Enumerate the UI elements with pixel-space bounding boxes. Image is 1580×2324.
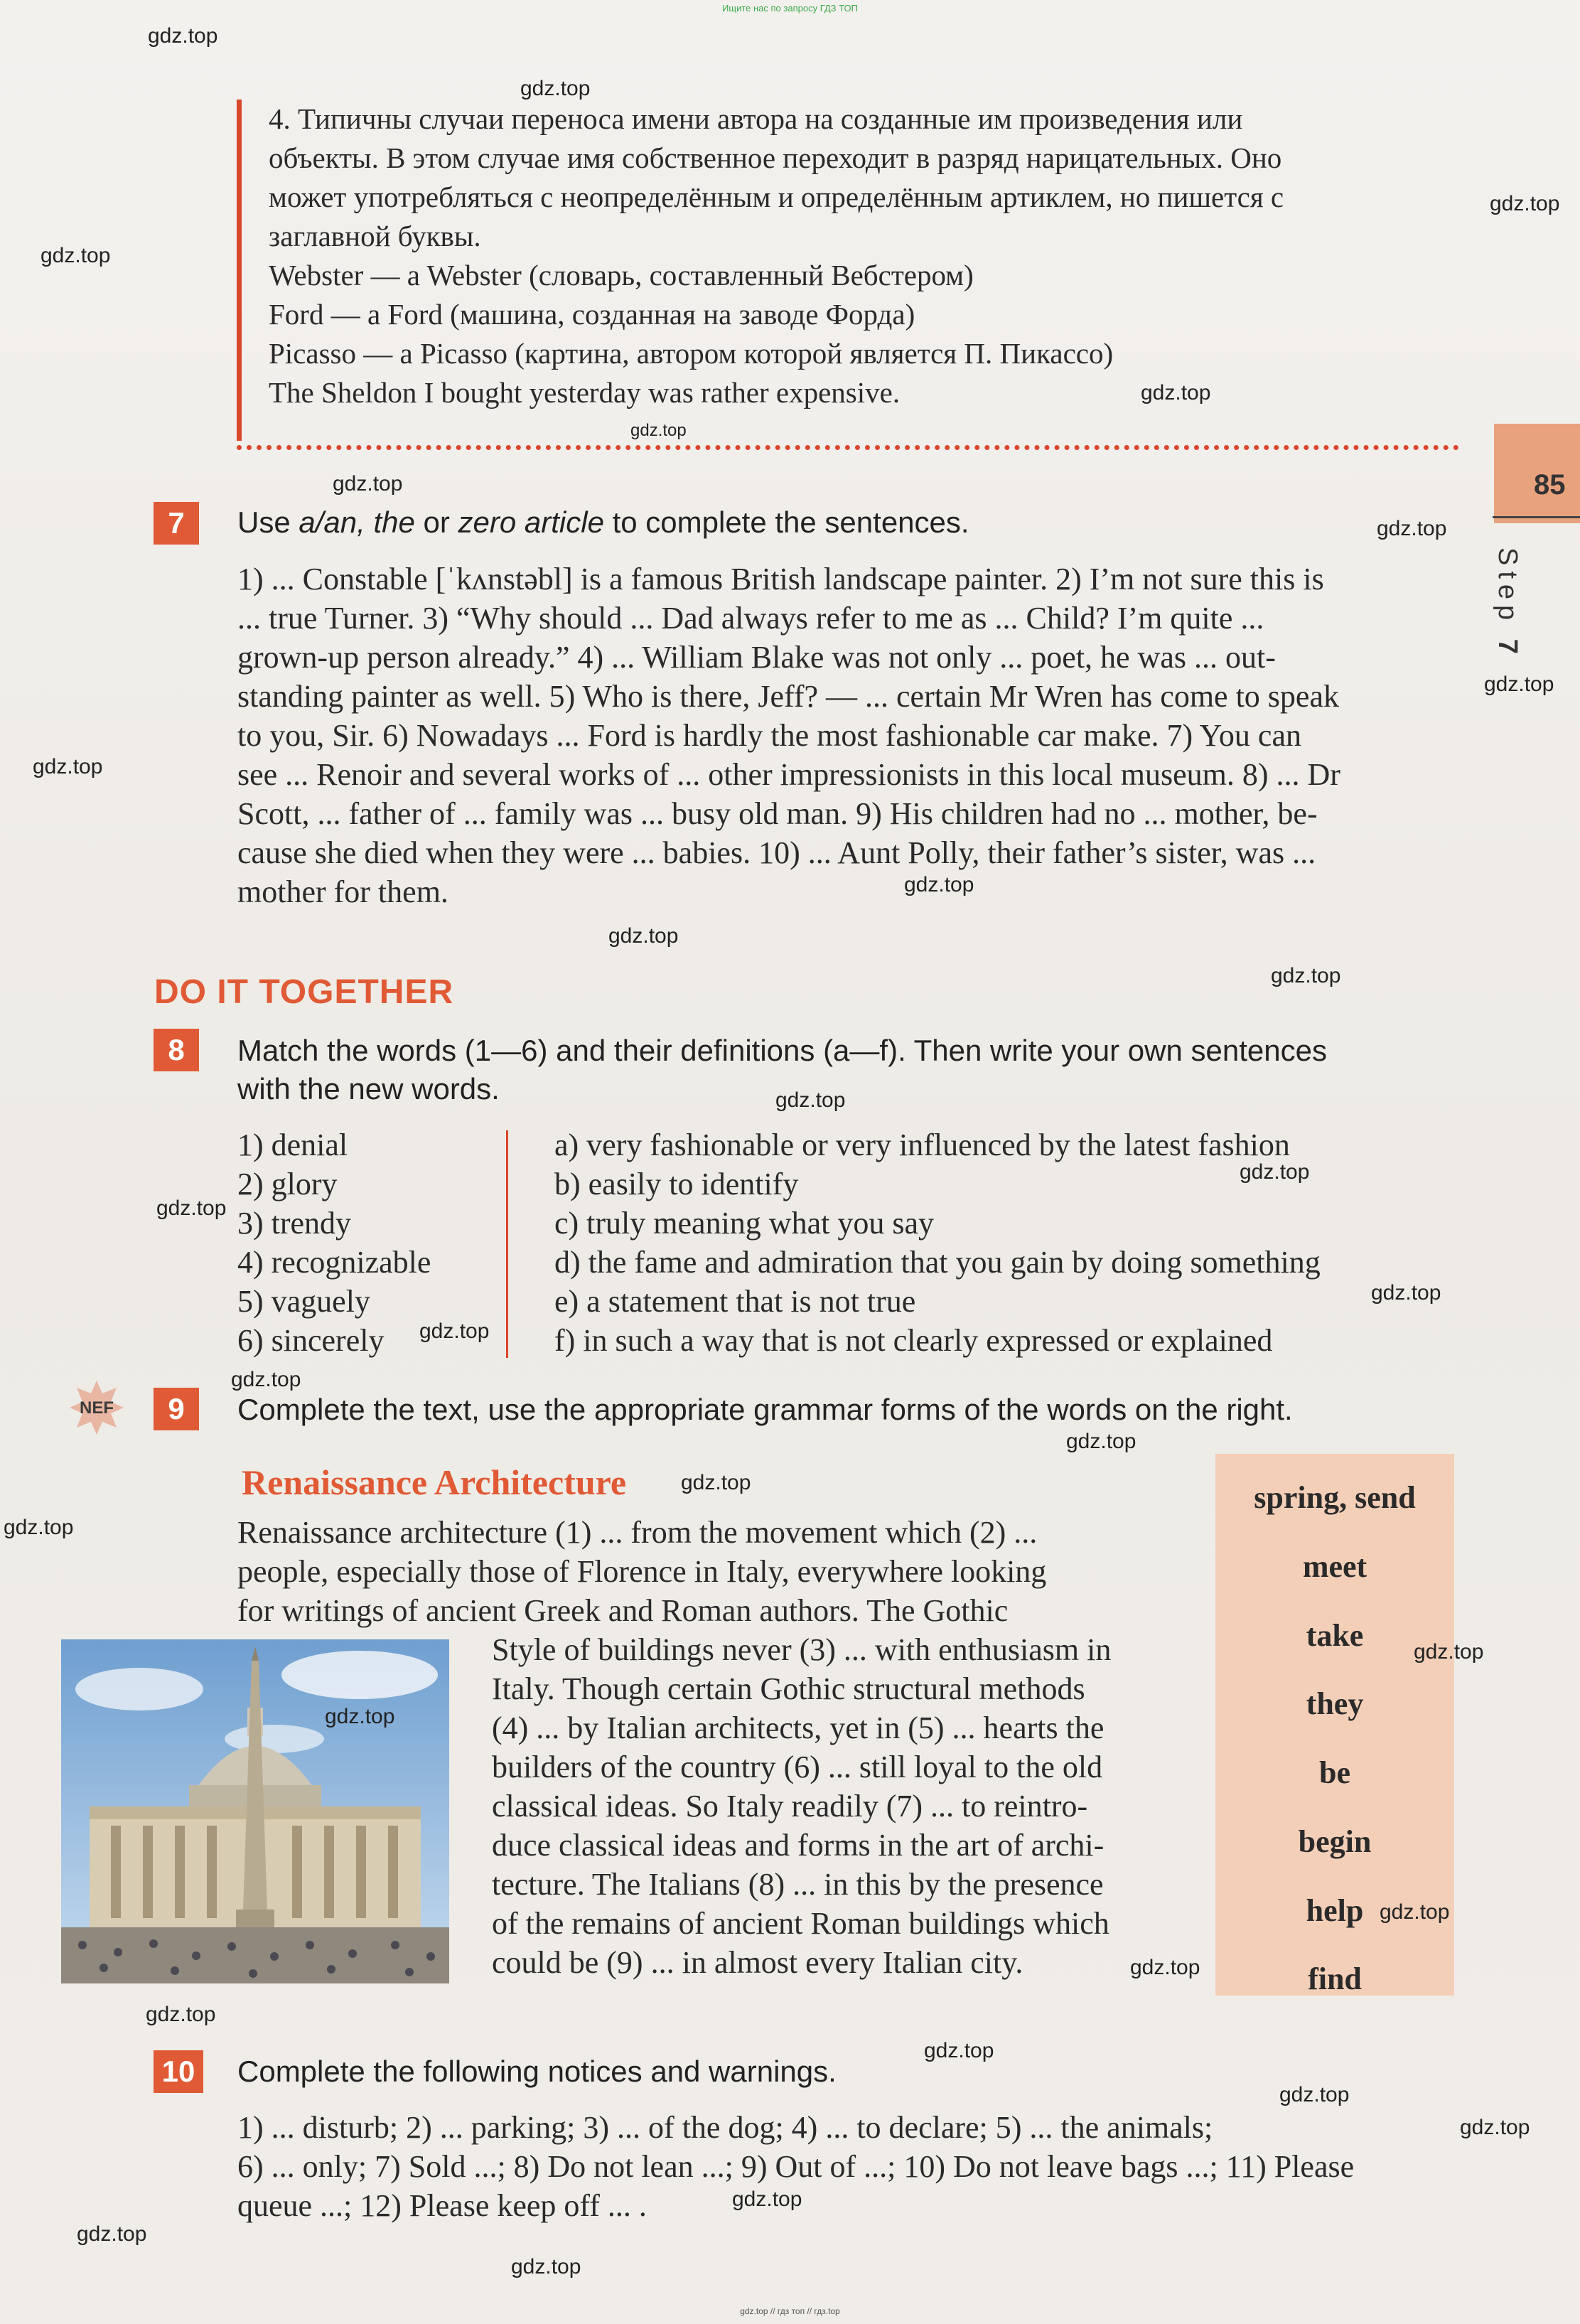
watermark: gdz.top [1141,381,1211,405]
exercise-9-text-wrap [492,1630,1170,1982]
text-line: ... true Turner. 3) “Why should ... Dad always refer to me as ... Child? I’m quite ... [237,601,1264,636]
watermark: gdz.top [1240,1160,1310,1184]
word-item: 1) denial [237,1128,348,1162]
exercise-7-text [237,559,1454,911]
watermark: gdz.top [630,421,687,440]
definition-item: e) a statement that is not true [554,1284,916,1319]
instr-part: a/an, the [299,505,415,539]
watermark: gdz.top [77,2222,147,2246]
watermark: gdz.top [511,2255,581,2279]
footer-note: gdz.top // гдз топ // гдз.top [740,2306,840,2316]
text-line: people, especially those of Florence in Italy, everywhere looking [237,1554,1047,1589]
watermark: gdz.top [681,1471,751,1494]
word-item: 3) trendy [237,1206,352,1241]
text-line: (4) ... by Italian architects, yet in (5) ... hearts the [492,1710,1105,1745]
rule-example: Webster — a Webster (словарь, составленный Вебстером) [269,259,974,291]
watermark: gdz.top [775,1088,846,1112]
word-item: 5) vaguely [237,1284,370,1319]
text-line: duce classical ideas and forms in the art of archi- [492,1828,1105,1863]
text-line: Scott, ... father of ... family was ... busy old man. 9) His children had no ... mother, be- [237,796,1318,831]
text-line: cause she died when they were ... babies. 10) ... Aunt Polly, their father’s sister, was ... [237,835,1316,870]
rule-line: 4. Типичны случаи переноса имени автора на созданные им произведения или [269,102,1243,135]
exercise-8-number: 8 [154,1029,199,1071]
watermark: gdz.top [1271,964,1341,987]
instr-part: Use [237,505,299,539]
text-line: builders of the country (6) ... still loyal to the old [492,1750,1103,1784]
text-line: to you, Sir. 6) Nowadays ... Ford is hardly the most fashionable car make. 7) You can [237,718,1301,753]
watermark: gdz.top [1130,1956,1200,1979]
watermark: gdz.top [1279,2083,1350,2106]
word-item: 2) glory [237,1167,338,1201]
exercise-7-number: 7 [154,502,199,545]
definition-item: c) truly meaning what you say [554,1206,934,1241]
watermark: gdz.top [33,755,103,778]
watermark: gdz.top [608,924,679,948]
instr-part: or [414,505,458,539]
watermark: gdz.top [924,2039,994,2062]
text-line: classical ideas. So Italy readily (7) ... to reintro- [492,1789,1088,1824]
exercise-10-text [237,2108,1454,2225]
st-peters-basilica-photo [61,1639,449,1983]
watermark: gdz.top [1460,2116,1530,2139]
watermark: gdz.top [520,77,591,100]
nef-starburst-icon [68,1379,125,1436]
text-line: see ... Renoir and several works of ... other impressionists in this local museum. 8) ... Dr [237,757,1340,792]
definition-item: d) the fame and admiration that you gain by doing something [554,1245,1321,1280]
step-word: Step [1493,547,1522,626]
watermark: gdz.top [904,873,974,896]
page-number-rule [1493,516,1580,518]
dotted-separator [237,445,1459,450]
watermark: gdz.top [1484,673,1554,696]
watermark: gdz.top [732,2188,802,2211]
basilica-image [61,1639,449,1983]
rule-example: The Sheldon I bought yesterday was rather expensive. [269,376,901,409]
exercise-8-words [237,1125,431,1360]
word-bank-item: find [1308,1961,1362,1996]
exercise-10-instruction: Complete the following notices and warnings. [237,2055,837,2088]
exercise-9-number: 9 [154,1388,199,1430]
watermark: gdz.top [1380,1900,1450,1924]
text-line: 1) ... Constable [ˈkʌnstəbl] is a famous British landscape painter. 2) I’m not sure this is [237,562,1324,596]
text-line: of the remains of ancient Roman buildings which [492,1906,1109,1941]
watermark: gdz.top [231,1368,301,1391]
nef-badge [68,1379,125,1436]
watermark: gdz.top [1414,1640,1484,1664]
exercise-9-instruction: Complete the text, use the appropriate grammar forms of the words on the right. [237,1393,1293,1426]
word-bank-item: be [1319,1755,1350,1790]
nef-badge-text: NEF [80,1398,114,1418]
watermark: gdz.top [1490,192,1560,215]
text-line: standing painter as well. 5) Who is there, Jeff? — ... certain Mr Wren has come to speak [237,679,1339,714]
definition-item: a) very fashionable or very influenced by the latest fashion [554,1128,1290,1162]
watermark: gdz.top [333,472,403,496]
instr-line: with the new words. [237,1072,500,1105]
watermark: gdz.top [1377,517,1447,540]
rule-example: Ford — a Ford (машина, созданная на заводе Форда) [269,298,915,331]
word-bank-item: meet [1302,1549,1367,1584]
text-line: tecture. The Italians (8) ... in this by the presence [492,1867,1104,1902]
word-item: 4) recognizable [237,1245,431,1280]
page-number: 85 [1534,469,1566,500]
exercise-10-number: 10 [154,2050,203,2093]
header-note: Ищите нас по запросу ГДЗ ТОП [722,3,858,14]
word-item: 6) sincerely [237,1323,385,1358]
text-line: Style of buildings never (3) ... with enthusiasm in [492,1632,1112,1667]
step-label [1492,547,1522,660]
text-line: Italy. Though certain Gothic structural methods [492,1671,1085,1706]
watermark: gdz.top [156,1196,227,1220]
word-bank-item: they [1306,1686,1364,1721]
exercise-7-instruction [237,503,969,542]
watermark: gdz.top [1066,1430,1136,1453]
watermark: gdz.top [4,1516,74,1539]
step-number: 7 [1493,638,1522,660]
word-bank-item: help [1306,1893,1364,1928]
text-title: Renaissance Architecture [242,1462,627,1502]
exercise-9-text-top [237,1513,1170,1630]
watermark: gdz.top [146,2003,216,2026]
text-line: 6) ... only; 7) Sold ...; 8) Do not lean ...; 9) Out of ...; 10) Do not leave bags ...; 11) Please [237,2149,1355,2184]
watermark: gdz.top [419,1319,490,1343]
text-line: for writings of ancient Greek and Roman authors. The Gothic [237,1593,1009,1628]
grammar-rule-box [237,100,1459,441]
section-heading: DO IT TOGETHER [154,973,454,1011]
text-line: could be (9) ... in almost every Italian city. [492,1945,1023,1980]
instr-part: to complete the sentences. [603,505,969,539]
word-bank-item: take [1306,1618,1364,1653]
text-line: 1) ... disturb; 2) ... parking; 3) ... of the dog; 4) ... to declare; 5) ... the animals; [237,2110,1213,2145]
word-bank-item: spring, send [1254,1480,1416,1515]
instr-line: Match the words (1—6) and their definitions (a—f). Then write your own sentences [237,1034,1327,1067]
rule-line: может употребляться с неопределённым и определённым артиклем, но пишется с [269,181,1284,213]
rule-line: объекты. В этом случае имя собственное переходит в разряд нарицательных. Оно [269,141,1282,174]
text-line: grown-up person already.” 4) ... William Blake was not only ... poet, he was ... out- [237,640,1276,675]
word-bank-item: begin [1298,1824,1372,1859]
definition-item: b) easily to identify [554,1167,799,1201]
instr-part: zero article [458,505,604,539]
text-line: Renaissance architecture (1) ... from the movement which (2) ... [237,1515,1038,1550]
definition-item: f) in such a way that is not clearly expressed or explained [554,1323,1273,1358]
text-line: queue ...; 12) Please keep off ... . [237,2188,647,2223]
watermark: gdz.top [148,24,218,48]
rule-line: заглавной буквы. [269,220,481,252]
match-divider [506,1130,508,1358]
watermark: gdz.top [41,244,111,267]
exercise-8-definitions [554,1125,1321,1360]
watermark: gdz.top [325,1705,395,1728]
rule-example: Picasso — a Picasso (картина, автором которой является П. Пикассо) [269,337,1114,370]
text-line: mother for them. [237,874,448,909]
watermark: gdz.top [1371,1281,1441,1305]
